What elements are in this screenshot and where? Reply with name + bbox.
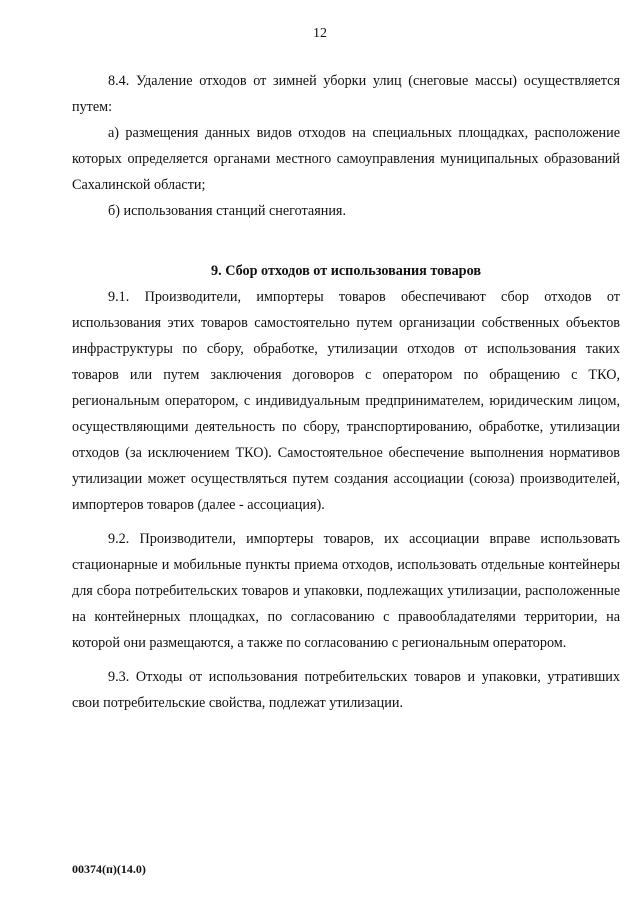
section-9-title: 9. Сбор отходов от использования товаров xyxy=(211,263,481,279)
paragraph-9-2: 9.2. Производители, импортеры товаров, их ассоциации вправе использовать стационарные и мобильные пункты приема отходов, использовать отдельные контейнеры для сбора потребительских товаров и упаковки, подлежащих утилизации, расположенные на контейнерных площадках, по согласованию с правообладателями территории, на которой они размещаются, а также по согласованию с региональным оператором. xyxy=(72,531,620,651)
paragraph-9-3: 9.3. Отходы от использования потребительских товаров и упаковки, утративших свои потребительские свойства, подлежат утилизации. xyxy=(72,669,620,711)
paragraph-9-1: 9.1. Производители, импортеры товаров обеспечивают сбор отходов от использования этих товаров самостоятельно путем организации собственных объектов инфраструктуры по сбору, обработке, утилизации отходов от использования таких товаров или путем заключения договоров с оператором по обращению с ТКО, региональным оператором, с индивидуальным предпринимателем, юридическим лицом, осуществляющими деятельность по сбору, транспортированию, обработке, утилизации отходов (за исключением ТКО). Самостоятельное обеспечение выполнения нормативов утилизации может осуществляться путем создания ассоциации (союза) производителей, импортеров товаров (далее - ассоциация). xyxy=(72,289,620,513)
paragraph-8-4-b: б) использования станций снеготаяния. xyxy=(108,203,347,219)
page-number: 12 xyxy=(313,26,327,41)
paragraph-8-4: 8.4. Удаление отходов от зимней уборки улиц (снеговые массы) осуществляется путем: xyxy=(72,73,620,115)
paragraph-8-4-a: а) размещения данных видов отходов на специальных площадках, расположение которых определяется органами местного самоуправления муниципальных образований Сахалинской области; xyxy=(72,125,620,193)
document-body xyxy=(72,68,620,716)
document-footer-code: 00374(п)(14.0) xyxy=(72,862,146,876)
